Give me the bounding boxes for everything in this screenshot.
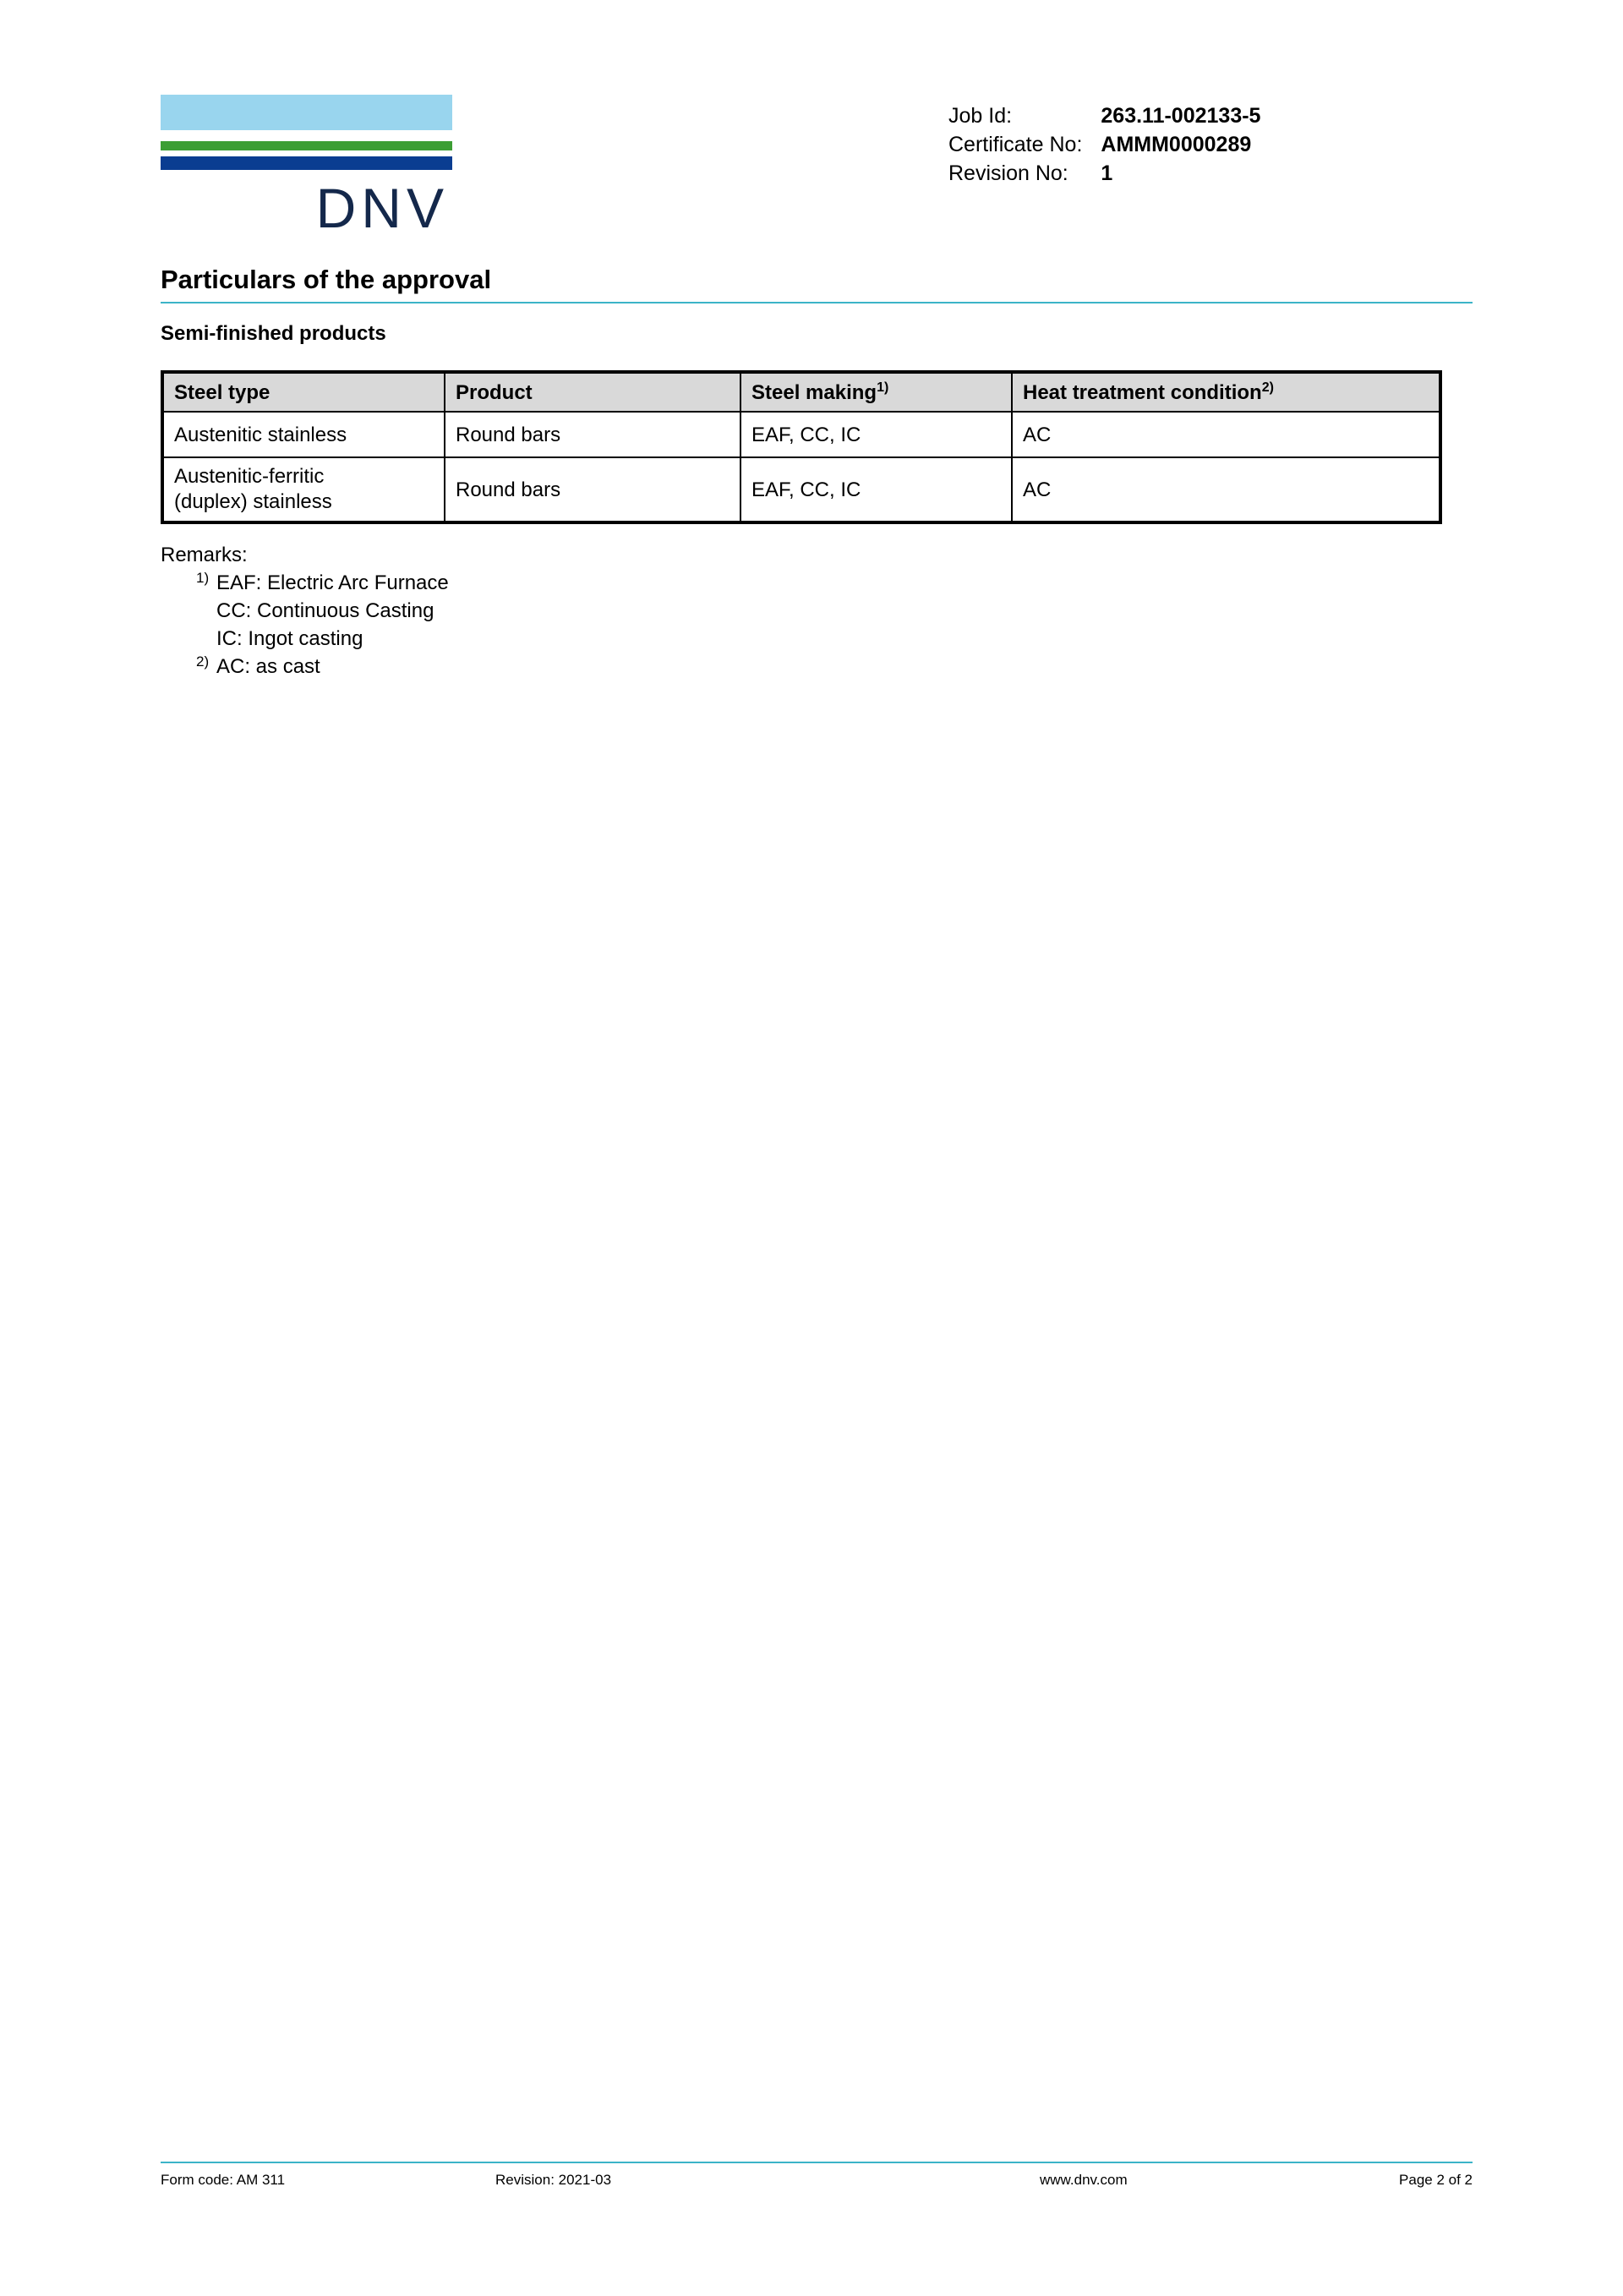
cell-steel-making: EAF, CC, IC (740, 412, 1012, 457)
revision-no-value: 1 (1101, 161, 1113, 185)
remarks-list (161, 569, 449, 681)
semi-finished-products-table (161, 370, 1442, 524)
logo-bar-light-blue (161, 95, 452, 130)
remark-item (161, 597, 449, 625)
dnv-logo (161, 95, 452, 238)
remark-marker: 2) (196, 653, 210, 670)
column-header-heat-treatment-condition: Heat treatment condition$^{2)}$ (1012, 372, 1440, 412)
page-header (0, 0, 1623, 254)
cell-heat-treatment: AC (1012, 457, 1440, 522)
revision-no-label: Revision No: (948, 161, 1068, 185)
remark-text: AC: as cast (216, 655, 320, 678)
table-header-row (162, 372, 1440, 412)
section-title-block (161, 264, 1473, 303)
cell-steel-making: EAF, CC, IC (740, 457, 1012, 522)
logo-bar-green (161, 141, 452, 150)
title-underline-rule (161, 302, 1473, 303)
meta-row-certificate-no (948, 130, 1260, 159)
footnote-marker-2: 2) (1261, 380, 1274, 395)
cell-steel-type: Austenitic-ferritic (duplex) stainless (162, 457, 445, 522)
column-header-steel-type: Steel type (162, 372, 445, 412)
logo-bar-navy (161, 156, 452, 170)
job-id-value: 263.11-002133-5 (1101, 104, 1261, 128)
remark-item (161, 569, 449, 597)
remark-text: CC: Continuous Casting (216, 599, 434, 622)
meta-row-revision-no (948, 159, 1260, 188)
footer-revision: Revision: 2021-03 (495, 2172, 612, 2188)
certificate-no-value: AMMM0000289 (1101, 133, 1252, 156)
cell-heat-treatment: AC (1012, 412, 1440, 457)
job-id-label: Job Id: (948, 104, 1013, 128)
remark-marker (161, 597, 216, 625)
footnote-marker-1: 1) (877, 380, 889, 395)
footer-rule (161, 2162, 1473, 2163)
dnv-wordmark: DNV (315, 177, 449, 239)
footer-website[interactable]: www.dnv.com (1040, 2172, 1128, 2188)
column-header-steel-making: Steel making$^{1)}$ (740, 372, 1012, 412)
remark-marker: 1) (196, 570, 210, 586)
meta-row-job-id (948, 101, 1260, 130)
footer-row (161, 2170, 1473, 2199)
cell-steel-type: Austenitic stainless (162, 412, 445, 457)
footer-page-number: Page 2 of 2 (1399, 2172, 1473, 2188)
remark-text: EAF: Electric Arc Furnace (216, 571, 449, 594)
certificate-meta (948, 101, 1260, 188)
remark-text: IC: Ingot casting (216, 627, 363, 650)
cell-product: Round bars (445, 457, 740, 522)
logo-gap-lower (161, 150, 452, 156)
remarks-title: Remarks: (161, 544, 248, 566)
page-footer (161, 2162, 1473, 2199)
remarks-block (161, 541, 449, 681)
column-header-product: Product (445, 372, 740, 412)
footer-form-code: Form code: AM 311 (161, 2172, 286, 2188)
page-title: Particulars of the approval (161, 265, 492, 294)
remark-item (161, 653, 449, 681)
cell-product: Round bars (445, 412, 740, 457)
table-row (162, 412, 1440, 457)
certificate-no-label: Certificate No: (948, 133, 1083, 156)
subsection-title: Semi-finished products (161, 322, 386, 345)
table-row (162, 457, 1440, 522)
logo-gap-upper (161, 130, 452, 141)
